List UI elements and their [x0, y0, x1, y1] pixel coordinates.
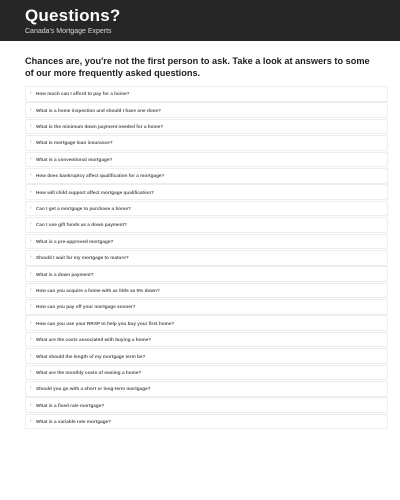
faq-question: What is a conventional mortgage?: [36, 156, 113, 162]
chevron-right-icon: ›: [30, 336, 32, 343]
faq-question: Can I use gift funds as a down payment?: [36, 222, 127, 228]
chevron-right-icon: ›: [30, 385, 32, 392]
faq-item[interactable]: [25, 119, 388, 135]
faq-question: What should the length of my mortgage term be?: [36, 353, 146, 359]
faq-question: What is a variable rate mortgage?: [36, 419, 112, 425]
page-title: Questions?: [25, 6, 121, 25]
chevron-right-icon: ›: [30, 319, 32, 326]
chevron-right-icon: ›: [30, 270, 32, 277]
faq-item[interactable]: [25, 234, 388, 250]
chevron-right-icon: ›: [30, 155, 32, 162]
chevron-right-icon: ›: [30, 286, 32, 293]
faq-question: What are the costs associated with buying a home?: [36, 337, 152, 343]
faq-item[interactable]: [25, 168, 388, 184]
faq-item[interactable]: [25, 217, 388, 233]
faq-question: How can you use your RRSP to help you buy your first home?: [36, 320, 175, 326]
faq-item[interactable]: [25, 283, 388, 299]
faq-item[interactable]: [25, 365, 388, 381]
chevron-right-icon: ›: [30, 188, 32, 195]
faq-item[interactable]: [25, 184, 388, 200]
faq-question: What is the minimum down payment needed for a home?: [36, 124, 164, 130]
chevron-right-icon: ›: [30, 139, 32, 146]
faq-question: Should I wait for my mortgage to mature?: [36, 255, 129, 261]
faq-item[interactable]: [25, 348, 388, 364]
chevron-right-icon: ›: [30, 172, 32, 179]
chevron-right-icon: ›: [30, 352, 32, 359]
chevron-right-icon: ›: [30, 90, 32, 97]
chevron-right-icon: ›: [30, 401, 32, 408]
faq-item[interactable]: [25, 86, 388, 102]
chevron-right-icon: ›: [30, 221, 32, 228]
page-header: [0, 0, 400, 41]
chevron-right-icon: ›: [30, 303, 32, 310]
faq-question: What is a fixed rate mortgage?: [36, 402, 105, 408]
faq-question: How can you acquire a home with as little as 5% down?: [36, 287, 160, 293]
faq-item[interactable]: [25, 102, 388, 118]
faq-item[interactable]: [25, 397, 388, 413]
faq-question: What is a down payment?: [36, 271, 94, 277]
faq-question: What is a pre-approved mortgage?: [36, 238, 114, 244]
chevron-right-icon: ›: [30, 123, 32, 130]
faq-item[interactable]: [25, 381, 388, 397]
faq-question: Should you go with a short or long-term mortgage?: [36, 386, 151, 392]
chevron-right-icon: ›: [30, 418, 32, 425]
faq-question: How can you pay off your mortgage sooner?: [36, 304, 136, 310]
faq-question: Can I get a mortgage to purchase a home?: [36, 206, 131, 212]
chevron-right-icon: ›: [30, 368, 32, 375]
faq-question: How much can I afford to pay for a home?: [36, 91, 130, 97]
chevron-right-icon: ›: [30, 106, 32, 113]
faq-list: [25, 86, 388, 429]
faq-item[interactable]: [25, 332, 388, 348]
faq-question: How will child support affect mortgage qualification?: [36, 189, 154, 195]
faq-item[interactable]: [25, 135, 388, 151]
chevron-right-icon: ›: [30, 254, 32, 261]
faq-question: What are the monthly costs of owning a home?: [36, 369, 142, 375]
faq-item[interactable]: [25, 266, 388, 282]
faq-item[interactable]: [25, 414, 388, 430]
faq-item[interactable]: [25, 315, 388, 331]
faq-item[interactable]: [25, 201, 388, 217]
page-subtitle: Canada's Mortgage Experts: [25, 28, 112, 35]
intro-text: Chances are, you're not the first person to ask. Take a look at answers to some of our more frequently asked questions.: [25, 56, 370, 78]
faq-item[interactable]: [25, 299, 388, 315]
faq-item[interactable]: [25, 152, 388, 168]
faq-question: What is mortgage loan insurance?: [36, 140, 113, 146]
faq-item[interactable]: [25, 250, 388, 266]
faq-question: How does bankruptcy affect qualification for a mortgage?: [36, 173, 165, 179]
chevron-right-icon: ›: [30, 237, 32, 244]
faq-question: What is a home inspection and should I have one done?: [36, 107, 162, 113]
chevron-right-icon: ›: [30, 205, 32, 212]
